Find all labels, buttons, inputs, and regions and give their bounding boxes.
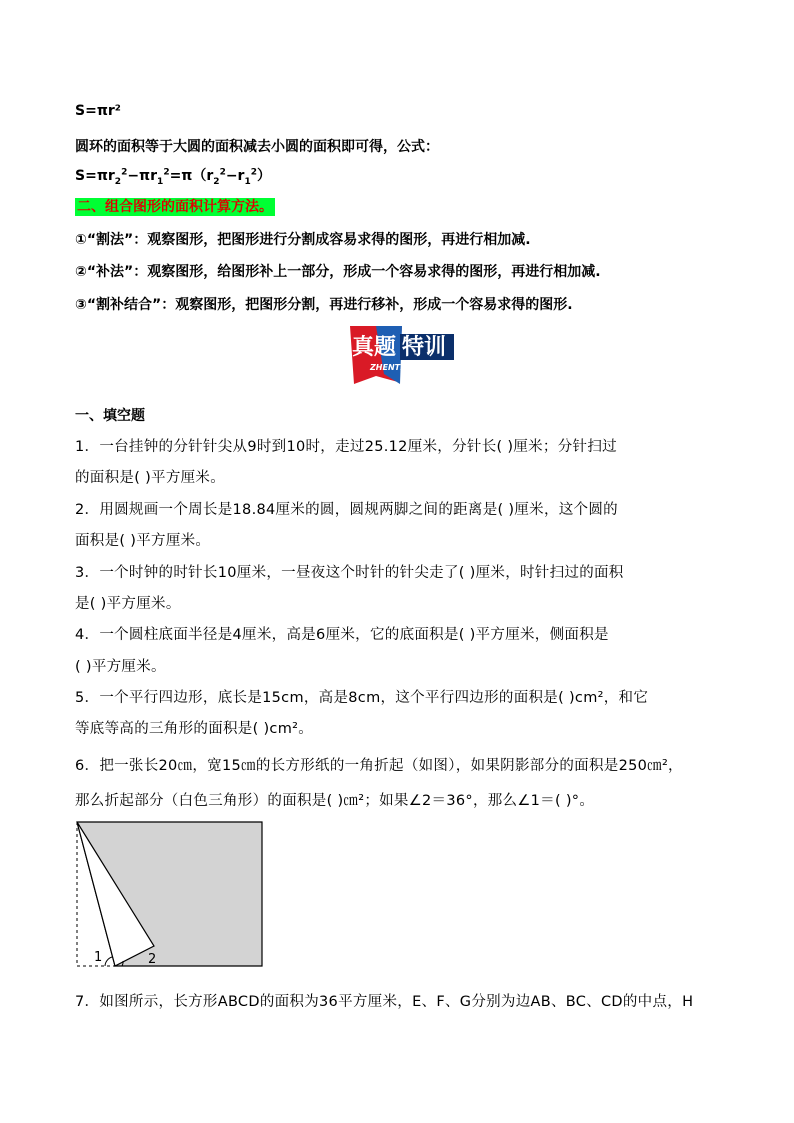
question-5-line1: 5．一个平行四边形，底长是15cm，高是8cm，这个平行四边形的面积是( )cm²，和它 xyxy=(75,690,649,706)
ring-area-formula: $S=\pi r_2^2-\pi r_1^2=\pi(r_2^2-r_1^2)$ xyxy=(75,167,271,187)
exercise-heading: 一、填空题 xyxy=(75,408,145,424)
method-item: ②“补法”：观察图形，给图形补上一部分，形成一个容易求得的图形，再进行相加减. xyxy=(75,264,601,280)
logo-main-text: 真题 xyxy=(352,335,397,360)
question-3-line1: 3．一个时钟的时针长10厘米，一昼夜这个时针的针尖走了( )厘米，时针扫过的面积 xyxy=(75,565,624,581)
question-3-line2: 是( )平方厘米。 xyxy=(75,596,181,612)
question-2-line1: 2．用圆规画一个周长是18.84厘米的圆，圆规两脚之间的距离是( )厘米，这个圆的 xyxy=(75,502,618,518)
question-6-line1: 6．把一张长20㎝，宽15㎝的长方形纸的一角折起（如图），如果阴影部分的面积是250㎝²， xyxy=(75,758,683,774)
logo-sub-text: ZHENTITEXUN xyxy=(370,363,434,372)
question-4-line1: 4．一个圆柱底面半径是4厘米，高是6厘米，它的底面积是( )平方厘米，侧面积是 xyxy=(75,627,609,643)
folded-paper-figure xyxy=(72,818,272,977)
section-heading: 二、组合图形的面积计算方法。 xyxy=(77,199,273,215)
angle-2-label: 2 xyxy=(148,952,157,967)
circle-area-formula: S=πr² xyxy=(75,103,121,119)
method-item: ③“割补结合”：观察图形，把图形分割，再进行移补，形成一个容易求得的图形. xyxy=(75,297,573,313)
question-6-line2: 那么折起部分（白色三角形）的面积是( )㎝²；如果∠2＝36°，那么∠1＝( )°。 xyxy=(75,793,595,809)
angle-1-label: 1 xyxy=(94,950,103,965)
question-1-line2: 的面积是( )平方厘米。 xyxy=(75,470,226,486)
zhentitexun-logo xyxy=(346,324,456,386)
question-5-line2: 等底等高的三角形的面积是( )cm²。 xyxy=(75,721,314,737)
method-item: ①“割法”：观察图形，把图形进行分割成容易求得的图形，再进行相加减. xyxy=(75,232,531,248)
ring-area-description: 圆环的面积等于大圆的面积减去小圆的面积即可得，公式： xyxy=(75,139,439,155)
question-7-line1: 7．如图所示，长方形ABCD的面积为36平方厘米，E、F、G分别为边AB、BC、CD的中点，H xyxy=(75,994,694,1010)
svg-text:特训: 特训 xyxy=(402,335,447,360)
question-1-line1: 1．一台挂钟的分针针尖从9时到10时，走过25.12厘米，分针长( )厘米；分针扫过 xyxy=(75,439,617,455)
question-4-line2: ( )平方厘米。 xyxy=(75,659,166,675)
question-2-line2: 面积是( )平方厘米。 xyxy=(75,533,211,549)
